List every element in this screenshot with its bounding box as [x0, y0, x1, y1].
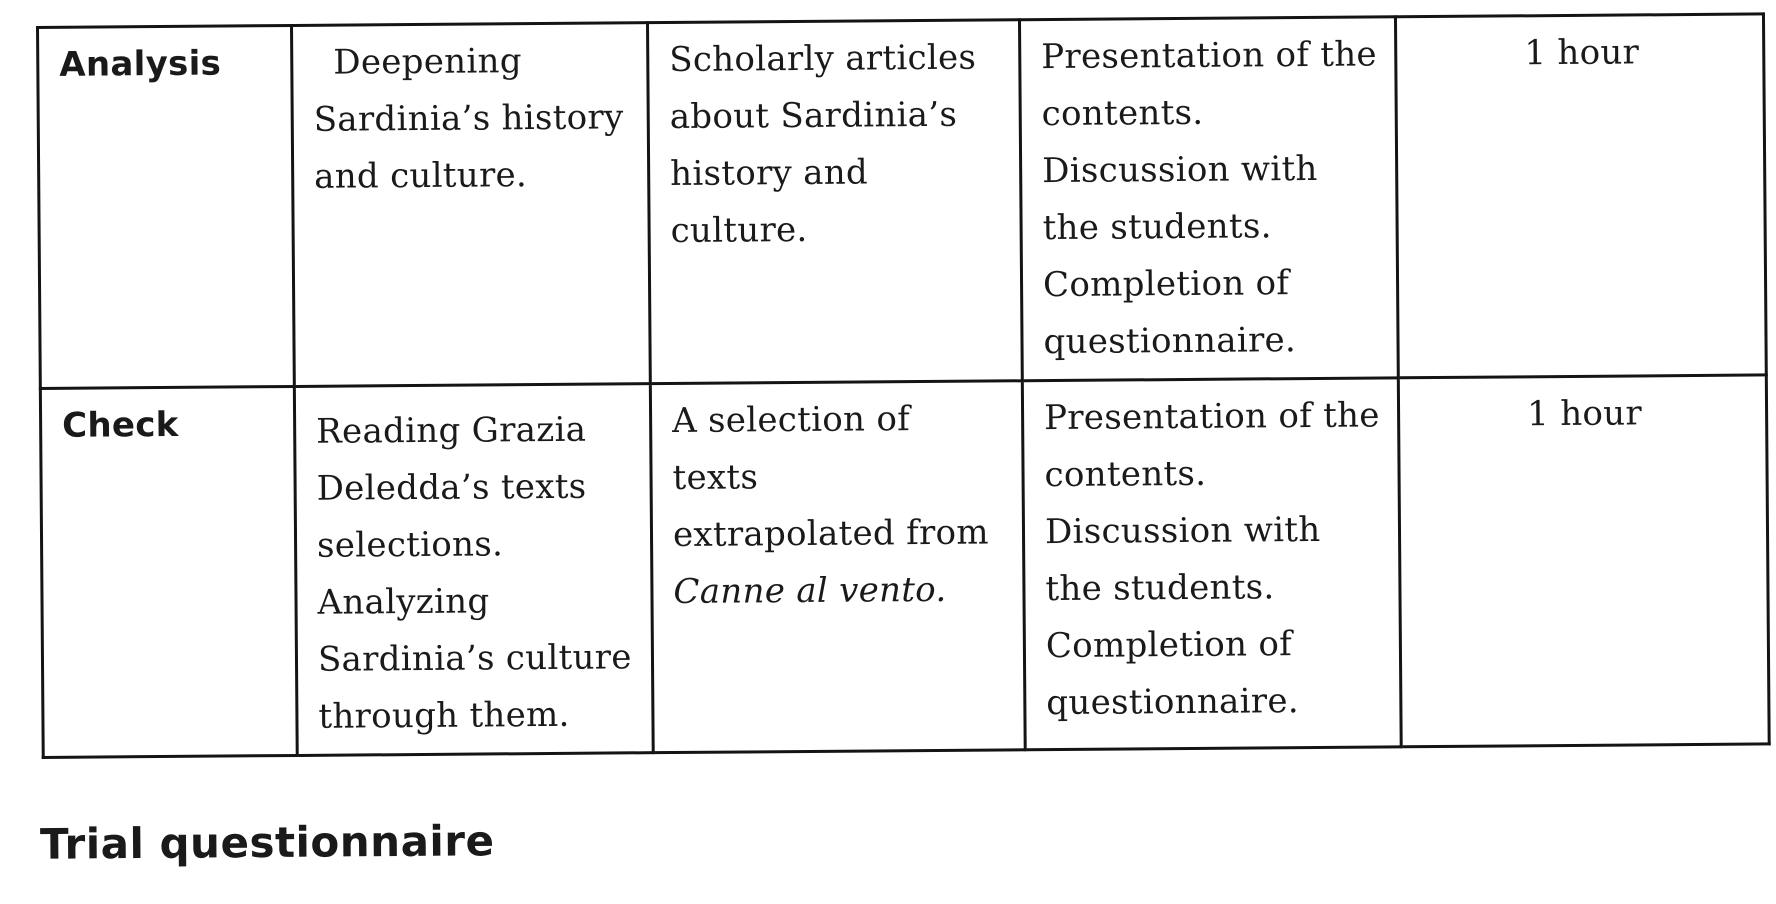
text-line: A selection of texts: [671, 399, 911, 499]
text-line: Presentation of the: [1043, 395, 1380, 439]
table-row-analysis: [38, 14, 1767, 389]
text-line: Discussion with: [1042, 148, 1318, 192]
text-line: Sardinia’s culture: [317, 637, 632, 680]
text-line: selections.: [316, 524, 504, 566]
text-line: Scholarly articles: [669, 37, 977, 81]
text-line: Discussion with: [1044, 509, 1321, 553]
text-line: questionnaire.: [1043, 320, 1297, 363]
text-line: history and culture.: [670, 152, 869, 252]
text-line: about Sardinia’s: [669, 94, 958, 138]
text-line: and culture.: [314, 155, 528, 197]
objective-cell: [294, 384, 653, 756]
phase-cell: Analysis: [38, 25, 295, 388]
objective-cell: [292, 23, 651, 387]
activities-cell: [1019, 17, 1398, 381]
text-line: contents.: [1041, 92, 1204, 135]
text-line: contents.: [1044, 453, 1207, 496]
activities-cell: [1022, 378, 1401, 750]
text-line: Completion of: [1042, 263, 1290, 306]
text-line: Deepening: [333, 41, 522, 83]
text-line: Reading Grazia: [316, 409, 587, 452]
text-line: Analyzing: [317, 581, 490, 623]
text-line: the students.: [1045, 567, 1275, 610]
text-line: Presentation of the: [1041, 34, 1378, 78]
text-line: Completion of: [1045, 624, 1293, 667]
text-line: questionnaire.: [1046, 681, 1300, 724]
text-line: Deledda’s texts: [316, 466, 587, 509]
text-line: extrapolated from: [672, 512, 990, 556]
lesson-plan-table: [36, 12, 1771, 759]
materials-cell: [650, 381, 1025, 753]
text-line: Sardinia’s history: [313, 97, 624, 140]
time-cell: 1 hour: [1395, 14, 1766, 378]
time-cell: 1 hour: [1398, 375, 1769, 747]
materials-cell: [647, 20, 1022, 384]
table-row-check: [40, 375, 1769, 758]
text-line: the students.: [1042, 206, 1272, 249]
text-line: through them.: [318, 694, 570, 737]
book-title: Canne al vento.: [673, 569, 947, 613]
phase-cell: Check: [40, 386, 297, 757]
section-heading: Trial questionnaire: [39, 816, 495, 869]
